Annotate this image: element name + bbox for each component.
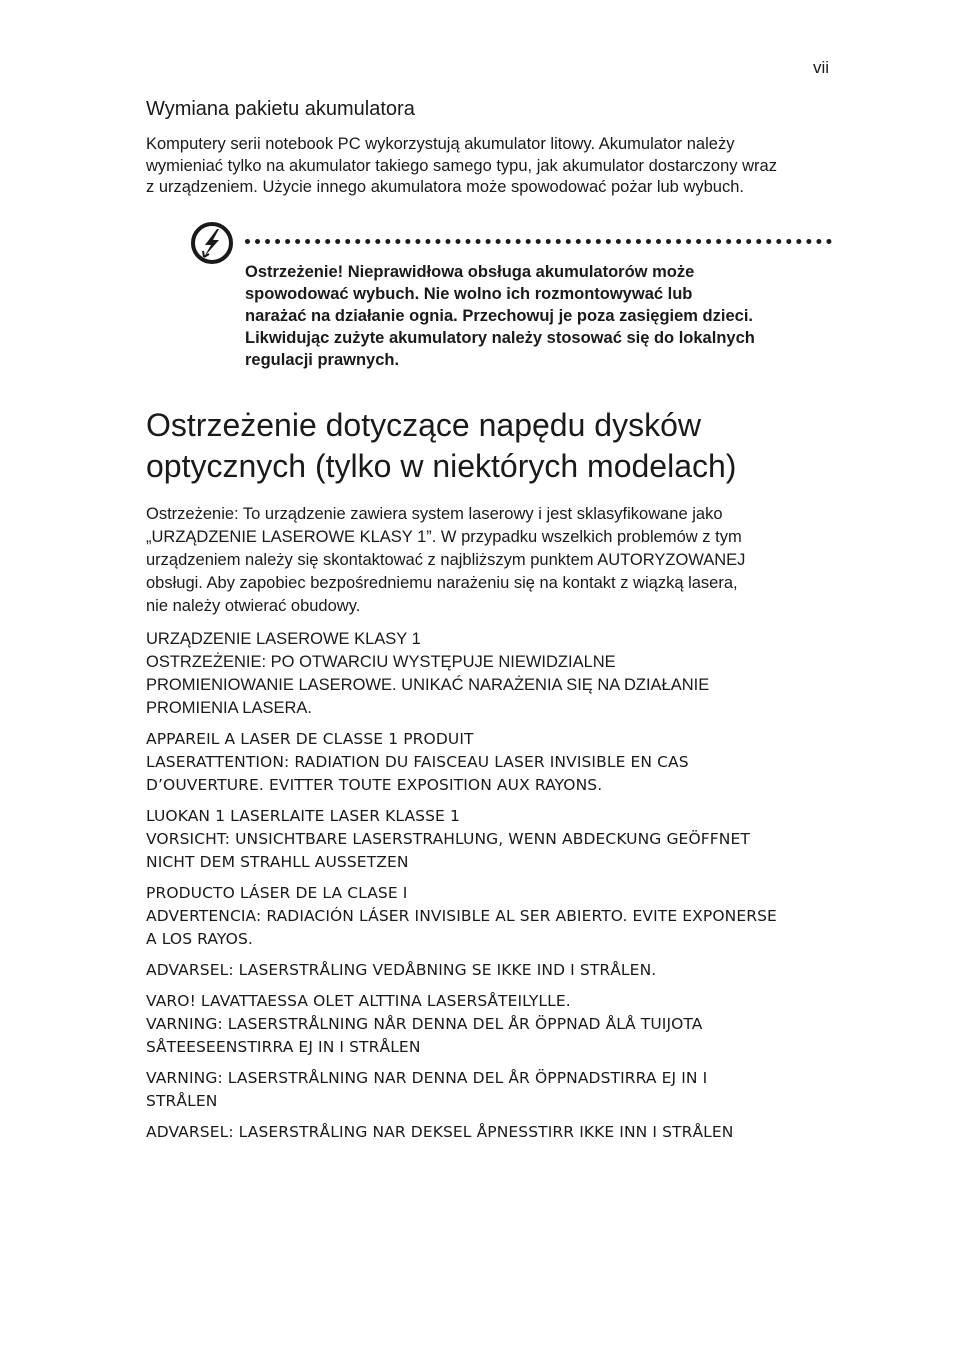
laser-warning-line: PROMIENIOWANIE LASEROWE. UNIKAĆ NARAŻENIA SIĘ NA DZIAŁANIE bbox=[146, 675, 710, 694]
laser-warning-line: ADVARSEL: LASERSTRÅLING NAR DEKSEL ÅPNESSTIRR IKKE INN I STRÅLEN bbox=[146, 1122, 734, 1141]
intro-line: „URZĄDZENIE LASEROWE KLASY 1”. W przypadku wszelkich problemów z tym bbox=[146, 527, 742, 546]
laser-warning-line: ADVERTENCIA: RADIACIÓN LÁSER INVISIBLE AL SER ABIERTO. EVITE EXPONERSE bbox=[146, 906, 777, 925]
danish-laser-warning bbox=[146, 959, 836, 982]
lightning-hazard-icon bbox=[190, 221, 234, 265]
intro-line: nie należy otwierać obudowy. bbox=[146, 596, 361, 615]
warning-line: spowodować wybuch. Nie wolno ich rozmontowywać lub bbox=[245, 284, 693, 303]
laser-warning-line: PRODUCTO LÁSER DE LA CLASE I bbox=[146, 883, 408, 902]
laser-warning-line: VORSICHT: UNSICHTBARE LASERSTRAHLUNG, WENN ABDECKUNG GEÖFFNET bbox=[146, 829, 750, 848]
laser-warning-line: NICHT DEM STRAHLL AUSSETZEN bbox=[146, 852, 409, 871]
optical-intro-paragraph bbox=[146, 503, 836, 618]
warning-line: Ostrzeżenie! Nieprawidłowa obsługa akumulatorów może bbox=[245, 262, 695, 281]
battery-section-heading: Wymiana pakietu akumulatora bbox=[146, 98, 415, 120]
intro-line: urządzeniem należy się skontaktować z najbliższym punktem AUTORYZOWANEJ bbox=[146, 550, 746, 569]
laser-warning-line: SÅTEESEENSTIRRA EJ IN I STRÅLEN bbox=[146, 1037, 421, 1056]
warning-line: Likwidując zużyte akumulatory należy stosować się do lokalnych bbox=[245, 328, 755, 347]
laser-warning-line: LUOKAN 1 LASERLAITE LASER KLASSE 1 bbox=[146, 806, 460, 825]
intro-line: obsługi. Aby zapobiec bezpośredniemu narażeniu się na kontakt z wiązką lasera, bbox=[146, 573, 738, 592]
battery-paragraph-line: Komputery serii notebook PC wykorzystują akumulator litowy. Akumulator należy bbox=[146, 135, 735, 153]
laser-warning-line: LASERATTENTION: RADIATION DU FAISCEAU LASER INVISIBLE EN CAS bbox=[146, 752, 689, 771]
warning-line: narażać na działanie ognia. Przechowuj je poza zasięgiem dzieci. bbox=[245, 306, 753, 325]
laser-warning-line: ADVARSEL: LASERSTRÅLING VEDÅBNING SE IKKE IND I STRÅLEN. bbox=[146, 960, 657, 979]
laser-warning-line: VARO! LAVATTAESSA OLET ALTTINA LASERSÅTEILYLLE. bbox=[146, 991, 571, 1010]
laser-warning-line: VARNING: LASERSTRÅLNING NÅR DENNA DEL ÅR ÖPPNAD ÅLÅ TUIJOTA bbox=[146, 1014, 703, 1033]
german-laser-warning bbox=[146, 805, 836, 874]
warning-dotted-divider bbox=[245, 239, 832, 244]
polish-laser-warning bbox=[146, 628, 836, 720]
laser-warning-line: D’OUVERTURE. EVITTER TOUTE EXPOSITION AUX RAYONS. bbox=[146, 775, 603, 794]
finnish-swedish-laser-warning bbox=[146, 990, 836, 1059]
swedish-laser-warning bbox=[146, 1067, 836, 1113]
laser-warning-line: A LOS RAYOS. bbox=[146, 929, 253, 948]
battery-paragraph bbox=[146, 134, 836, 199]
heading-line: Ostrzeżenie dotyczące napędu dysków bbox=[146, 406, 701, 443]
optical-section-heading bbox=[146, 405, 836, 487]
page-number: vii bbox=[812, 58, 829, 77]
laser-warning-line: PROMIENIA LASERA. bbox=[146, 698, 312, 717]
spanish-laser-warning bbox=[146, 882, 836, 951]
battery-warning-text bbox=[245, 261, 826, 371]
battery-paragraph-line: wymieniać tylko na akumulator takiego samego typu, jak akumulator dostarczony wraz bbox=[146, 156, 777, 175]
french-laser-warning bbox=[146, 728, 836, 797]
battery-paragraph-line: z urządzeniem. Użycie innego akumulatora może spowodować pożar lub wybuch. bbox=[146, 178, 744, 196]
intro-line: Ostrzeżenie: To urządzenie zawiera system laserowy i jest sklasyfikowane jako bbox=[146, 504, 723, 523]
laser-warning-line: URZĄDZENIE LASEROWE KLASY 1 bbox=[146, 629, 421, 648]
laser-warning-line: VARNING: LASERSTRÅLNING NAR DENNA DEL ÅR ÖPPNADSTIRRA EJ IN I bbox=[146, 1068, 708, 1087]
battery-warning-note bbox=[190, 221, 836, 381]
warning-line: regulacji prawnych. bbox=[245, 350, 400, 369]
laser-warning-line: APPAREIL A LASER DE CLASSE 1 PRODUIT bbox=[146, 729, 474, 748]
laser-warning-line: STRÅLEN bbox=[146, 1091, 218, 1110]
laser-warning-line: OSTRZEŻENIE: PO OTWARCIU WYSTĘPUJE NIEWIDZIALNE bbox=[146, 652, 616, 671]
heading-line: optycznych (tylko w niektórych modelach) bbox=[146, 447, 737, 484]
norwegian-laser-warning bbox=[146, 1121, 836, 1144]
page-content bbox=[146, 96, 836, 1152]
